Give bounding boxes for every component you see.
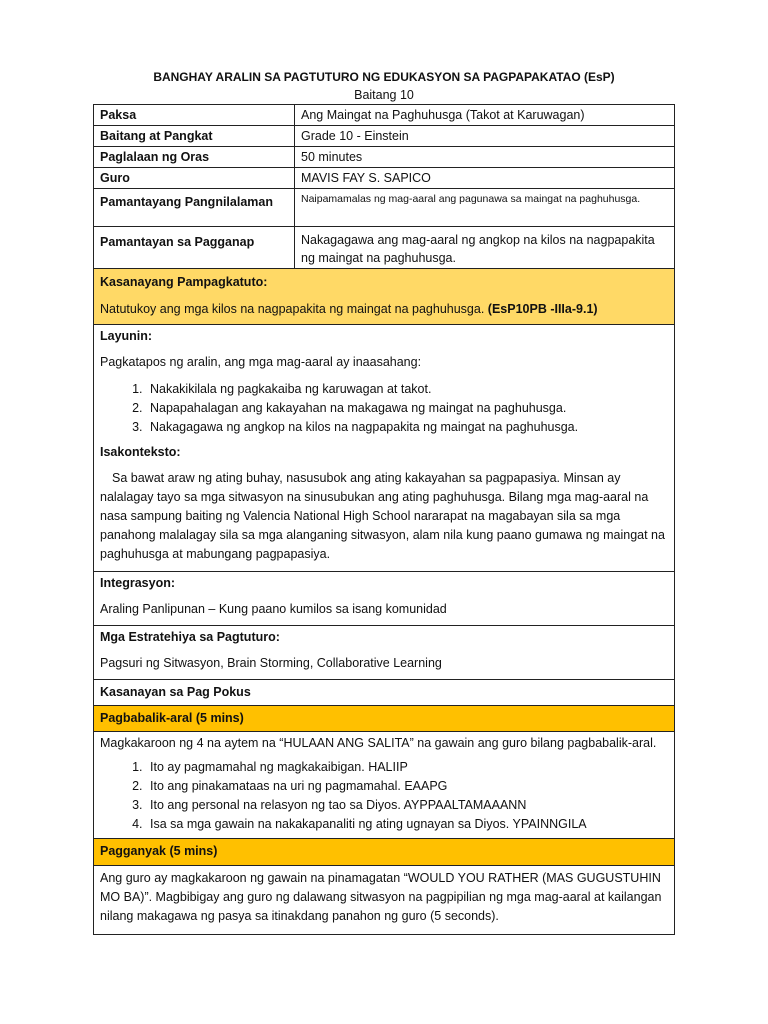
estratehiya-heading: Mga Estratehiya sa Pagtuturo: bbox=[100, 630, 280, 644]
list-item: 4. Isa sa mga gawain na nakakapanaliti ng ating ugnayan sa Diyos. YPAINNGILA bbox=[146, 815, 668, 833]
info-row-paksa bbox=[94, 105, 675, 126]
estratehiya-text: Pagsuri ng Sitwasyon, Brain Storming, Collaborative Learning bbox=[100, 656, 442, 670]
info-value: Grade 10 - Einstein bbox=[295, 126, 675, 147]
document-title: BANGHAY ARALIN SA PAGTUTURO NG EDUKASYON SA PAGPAPAKATAO (EsP) bbox=[153, 70, 615, 84]
pagbabalik-aral-body bbox=[94, 732, 675, 839]
info-value: Ang Maingat na Paghuhusga (Takot at Karuwagan) bbox=[295, 105, 675, 126]
list-item: 3. Ito ang personal na relasyon ng tao sa Diyos. AYPPAALTAMAAANN bbox=[146, 796, 668, 814]
lesson-plan-page bbox=[93, 0, 675, 935]
info-label: Paglalaan ng Oras bbox=[94, 147, 295, 168]
info-label: Baitang at Pangkat bbox=[94, 126, 295, 147]
list-item: 1. Ito ay pagmamahal ng magkakaibigan. HALIIP bbox=[146, 758, 668, 776]
grade-level-subtitle: Baitang 10 bbox=[354, 88, 414, 102]
lesson-plan-table bbox=[93, 104, 675, 935]
info-value: MAVIS FAY S. SAPICO bbox=[295, 168, 675, 189]
info-row-pagganap bbox=[94, 227, 675, 269]
info-label: Guro bbox=[94, 168, 295, 189]
pag-pokus-section bbox=[94, 680, 675, 706]
info-label: Pamantayan sa Pagganap bbox=[94, 227, 295, 269]
info-label: Pamantayang Pangnilalaman bbox=[94, 189, 295, 227]
layunin-heading: Layunin: bbox=[100, 329, 153, 343]
kasanayan-code: (EsP10PB -IIIa-9.1) bbox=[487, 302, 598, 316]
pagganyak-heading: Pagganyak (5 mins) bbox=[94, 839, 675, 866]
info-label: Paksa bbox=[94, 105, 295, 126]
kasanayan-section bbox=[94, 269, 675, 325]
pagbabalik-aral-heading: Pagbabalik-aral (5 mins) bbox=[94, 706, 675, 732]
pag-pokus-heading: Kasanayan sa Pag Pokus bbox=[94, 680, 675, 706]
pagbabalik-aral-list bbox=[100, 758, 668, 833]
list-item: 2. Ito ang pinakamataas na uri ng pagmamahal. EAAPG bbox=[146, 777, 668, 795]
pagbabalik-aral-intro: Magkakaroon ng 4 na aytem na “HULAAN ANG SALITA” na gawain ang guro bilang pagbabalik-aral. bbox=[100, 736, 657, 750]
integrasyon-section bbox=[94, 572, 675, 626]
layunin-list bbox=[100, 380, 668, 436]
info-row-pangnilalaman bbox=[94, 189, 675, 227]
integrasyon-heading: Integrasyon: bbox=[100, 576, 176, 590]
layunin-intro: Pagkatapos ng aralin, ang mga mag-aaral ay inaasahang: bbox=[100, 355, 422, 369]
isakonteksto-heading: Isakonteksto: bbox=[100, 445, 181, 459]
layunin-section bbox=[94, 325, 675, 572]
info-row-guro bbox=[94, 168, 675, 189]
list-item: 1. Nakakikilala ng pagkakaiba ng karuwagan at takot. bbox=[146, 380, 668, 398]
info-value: Nakagagawa ang mag-aaral ng angkop na kilos na nagpapakita ng maingat na paghuhusga. bbox=[295, 227, 675, 269]
pagganyak-body bbox=[94, 866, 675, 935]
pagbabalik-aral-heading-row bbox=[94, 706, 675, 732]
integrasyon-text: Araling Panlipunan – Kung paano kumilos sa isang komunidad bbox=[100, 602, 447, 616]
pagganyak-heading-row bbox=[94, 839, 675, 866]
isakonteksto-text: Sa bawat araw ng ating buhay, nasusubok ang ating kakayahan sa pagpapasiya. Minsan ay nalalagay tayo sa mga sitwasyon na sinusubukan ang ating paghuhusga. Bilang mga mag-aaral na nasa sampung baiting ng Valencia National High School nararapat na magabayan sila sa mga panahong malalagay sila sa mga alanganing sitwasyon, alam nila kung paano gumawa ng maingat na paghuhusga at mabungang pagpapasiya. bbox=[100, 471, 665, 561]
info-row-baitang bbox=[94, 126, 675, 147]
info-row-oras bbox=[94, 147, 675, 168]
estratehiya-section bbox=[94, 626, 675, 680]
pagganyak-text: Ang guro ay magkakaroon ng gawain na pinamagatan “WOULD YOU RATHER (MAS GUGUSTUHIN MO BA)”. Magbibigay ang guro ng dalawang sitwasyon na pagpipilian ng mga mag-aaral at kailangan nilang makagawa ng pasya sa itinakdang panahon ng guro (5 seconds). bbox=[94, 866, 675, 935]
info-value: Naipamamalas ng mag-aaral ang pagunawa sa maingat na paghuhusga. bbox=[295, 189, 675, 227]
info-value: 50 minutes bbox=[295, 147, 675, 168]
list-item: 3. Nakagagawa ng angkop na kilos na nagpapakita ng maingat na paghuhusga. bbox=[146, 418, 668, 436]
kasanayan-text: Natutukoy ang mga kilos na nagpapakita ng maingat na paghuhusga. bbox=[100, 302, 485, 316]
kasanayan-heading: Kasanayang Pampagkatuto: bbox=[100, 275, 268, 289]
list-item: 2. Napapahalagan ang kakayahan na makagawa ng maingat na paghuhusga. bbox=[146, 399, 668, 417]
